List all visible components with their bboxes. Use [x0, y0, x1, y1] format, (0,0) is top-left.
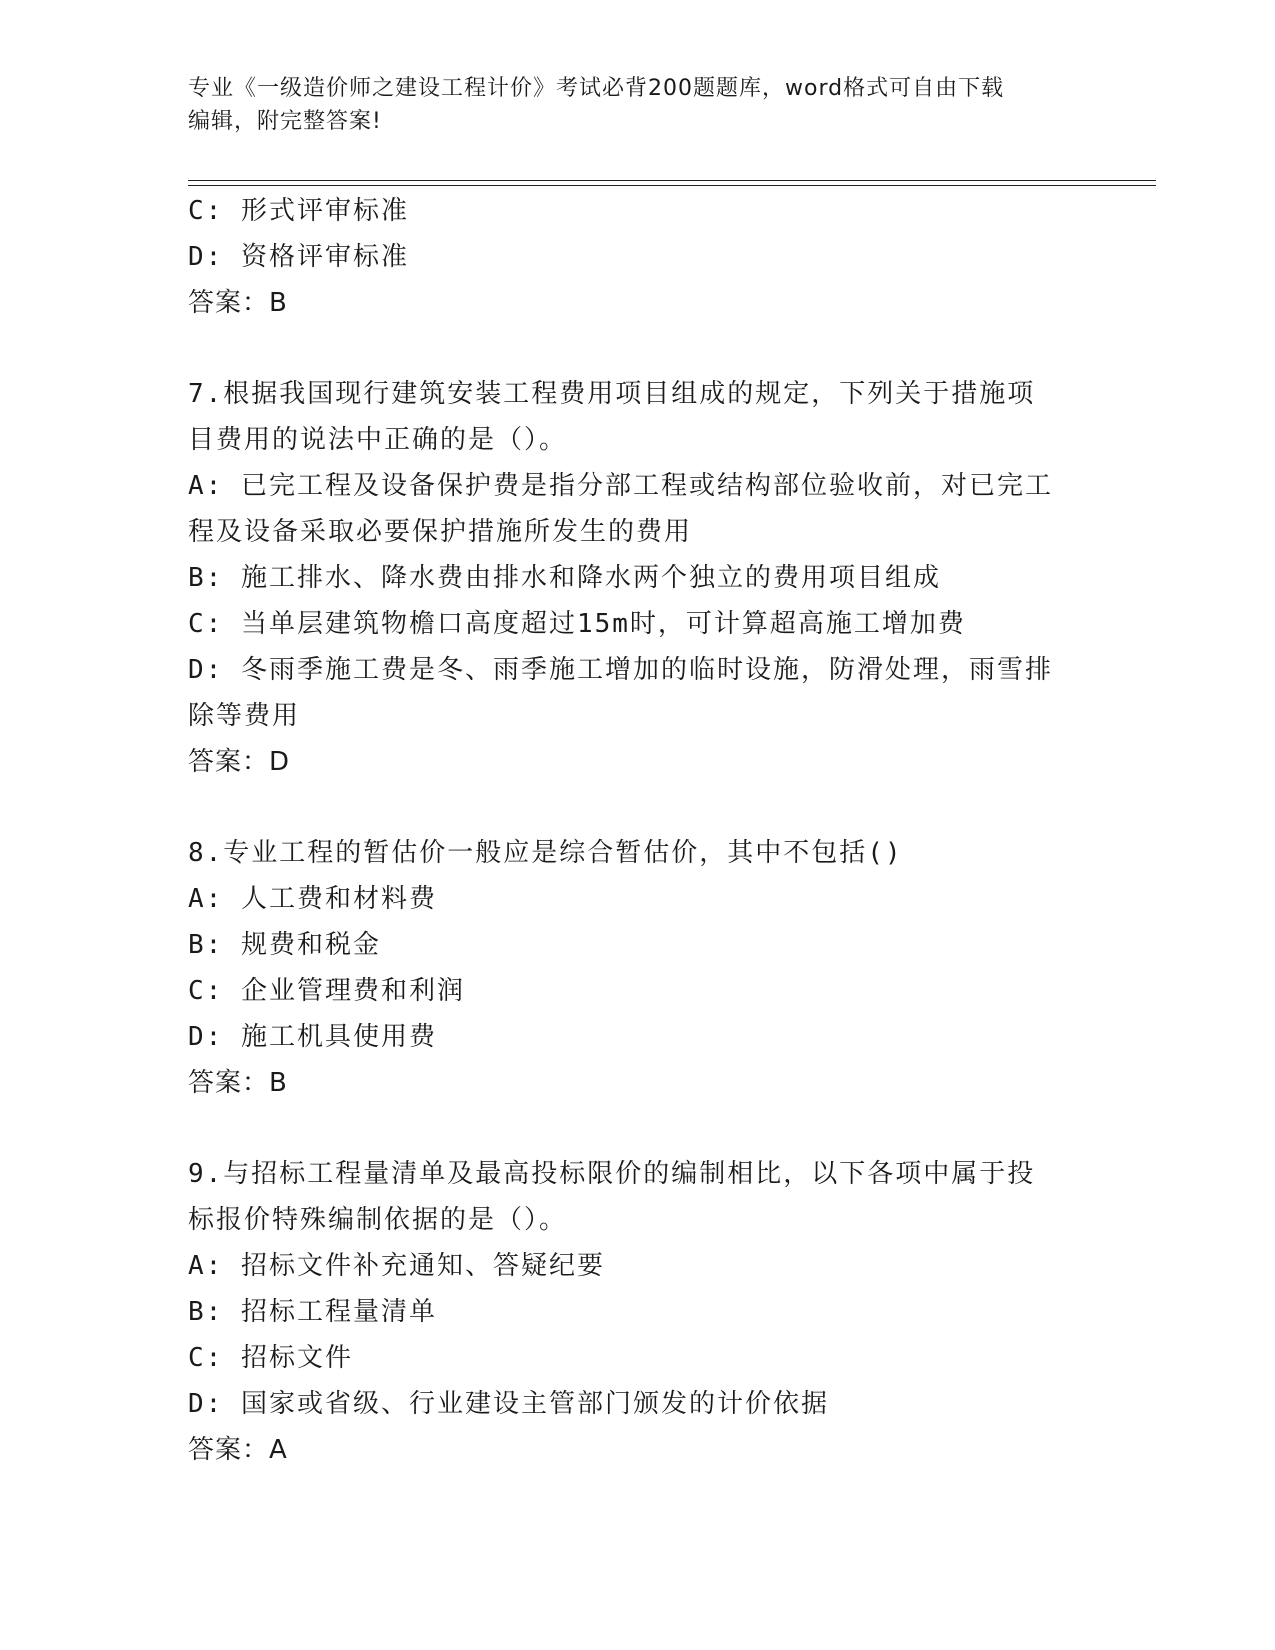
header-line-2: 编辑，附完整答案! — [188, 109, 382, 134]
option-a: A: 已完工程及设备保护费是指分部工程或结构部位验收前，对已完工 — [188, 471, 1053, 501]
question-stem: 7.根据我国现行建筑安装工程费用项目组成的规定，下列关于措施项 — [188, 379, 1036, 409]
option-b: B: 施工排水、降水费由排水和降水两个独立的费用项目组成 — [188, 563, 941, 593]
option-a: A: 招标文件补充通知、答疑纪要 — [188, 1251, 605, 1281]
option-c: C: 形式评审标准 — [188, 196, 409, 226]
header-line-1: 专业《一级造价师之建设工程计价》考试必背200题题库，word格式可自由下载 — [188, 76, 1005, 101]
option-c: C: 招标文件 — [188, 1343, 353, 1373]
question-6-tail — [188, 188, 1088, 326]
answer: 答案：B — [188, 1068, 288, 1098]
answer: 答案：B — [188, 288, 288, 318]
document-header — [188, 72, 1068, 138]
option-a: A: 人工费和材料费 — [188, 884, 437, 914]
option-b: B: 招标工程量清单 — [188, 1297, 437, 1327]
header-divider-bottom — [188, 185, 1156, 186]
option-c: C: 企业管理费和利润 — [188, 976, 465, 1006]
question-stem: 9.与招标工程量清单及最高投标限价的编制相比，以下各项中属于投 — [188, 1159, 1036, 1189]
question-stem: 8.专业工程的暂估价一般应是综合暂估价，其中不包括() — [188, 838, 903, 868]
option-d: D: 冬雨季施工费是冬、雨季施工增加的临时设施，防滑处理，雨雪排 — [188, 655, 1053, 685]
option-d-cont: 除等费用 — [188, 701, 301, 731]
option-d: D: 国家或省级、行业建设主管部门颁发的计价依据 — [188, 1389, 829, 1419]
question-stem-cont: 目费用的说法中正确的是（）。 — [188, 425, 568, 455]
answer: 答案：D — [188, 747, 291, 777]
option-d: D: 资格评审标准 — [188, 242, 409, 272]
answer: 答案：A — [188, 1435, 288, 1465]
header-divider-top — [188, 180, 1156, 181]
question-7 — [188, 371, 1088, 785]
option-b: B: 规费和税金 — [188, 930, 381, 960]
option-c: C: 当单层建筑物檐口高度超过15m时，可计算超高施工增加费 — [188, 609, 966, 639]
option-a-cont: 程及设备采取必要保护措施所发生的费用 — [188, 517, 693, 547]
question-list — [188, 188, 1088, 1473]
question-stem-cont: 标报价特殊编制依据的是（）。 — [188, 1205, 568, 1235]
option-d: D: 施工机具使用费 — [188, 1022, 437, 1052]
question-8 — [188, 830, 1088, 1106]
question-9 — [188, 1151, 1088, 1473]
